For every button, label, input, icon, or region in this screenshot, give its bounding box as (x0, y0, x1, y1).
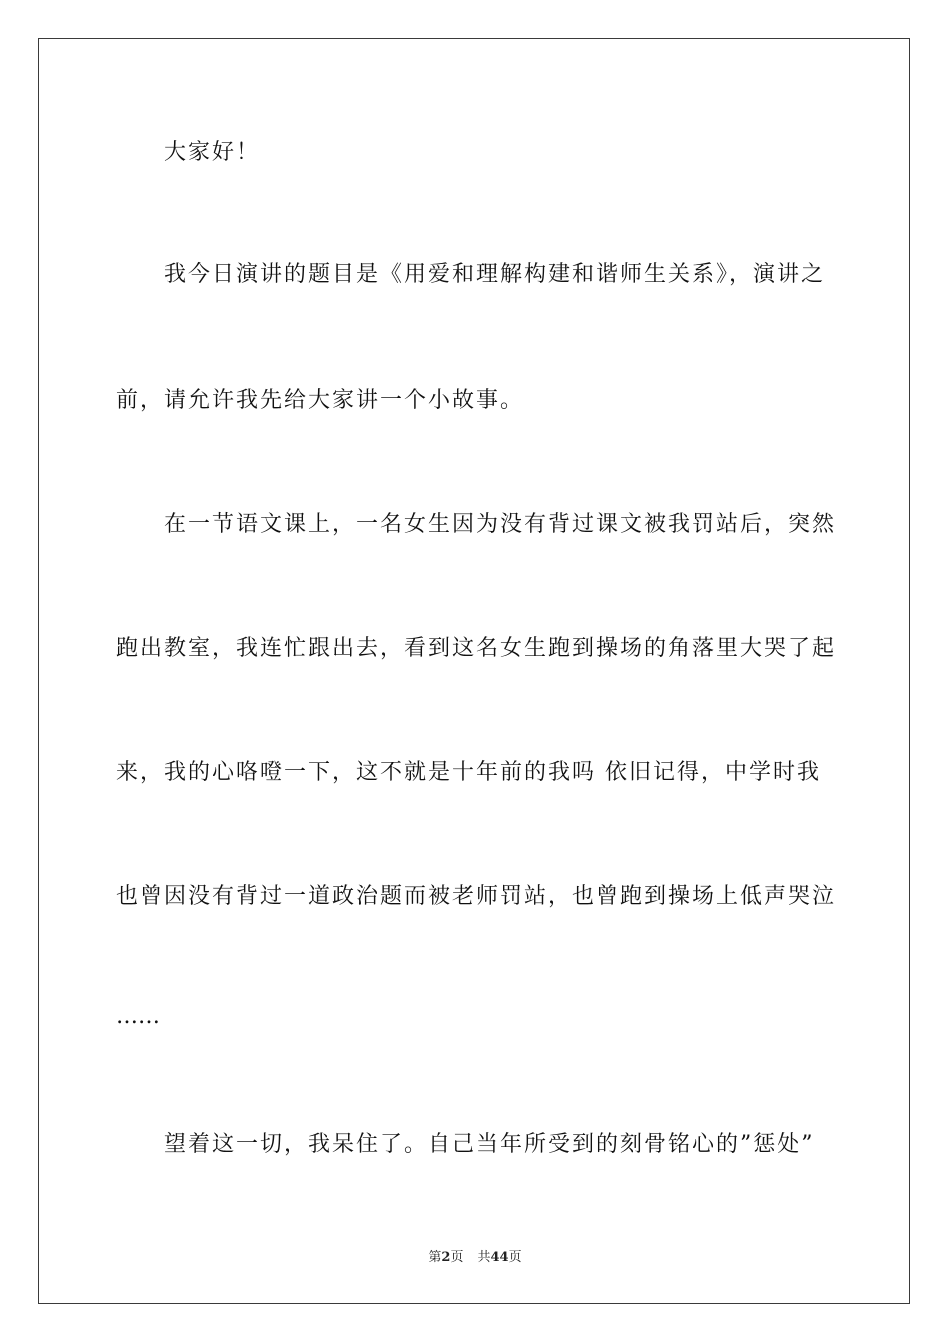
paragraph-line: 我今日演讲的题目是《用爱和理解构建和谐师生关系》，演讲之 (164, 262, 826, 287)
paragraph-line: 也曾因没有背过一道政治题而被老师罚站，也曾跑到操场上低声哭泣 (116, 884, 837, 909)
paragraph-line: 来，我的心咯噔一下，这不就是十年前的我吗 依旧记得，中学时我 (116, 760, 821, 785)
page-border (38, 38, 910, 1304)
paragraph-line: 望着这一切，我呆住了。自己当年所受到的刻骨铭心的”惩处” (164, 1132, 815, 1157)
greeting-line: 大家好！ (164, 140, 261, 165)
paragraph-line: 前，请允许我先给大家讲一个小故事。 (116, 388, 525, 413)
page-prefix: 第 (428, 1250, 442, 1265)
ellipsis-line: …… (116, 1004, 160, 1029)
page-suffix: 页 (450, 1250, 464, 1265)
total-pages: 44 (490, 1250, 509, 1265)
total-prefix: 共 (477, 1250, 491, 1265)
paragraph-line: 在一节语文课上，一名女生因为没有背过课文被我罚站后，突然 (164, 512, 837, 537)
page-footer (0, 1246, 950, 1265)
page-number: 2 (441, 1250, 451, 1265)
paragraph-line: 跑出教室，我连忙跟出去，看到这名女生跑到操场的角落里大哭了起 (116, 636, 837, 661)
total-suffix: 页 (508, 1250, 522, 1265)
